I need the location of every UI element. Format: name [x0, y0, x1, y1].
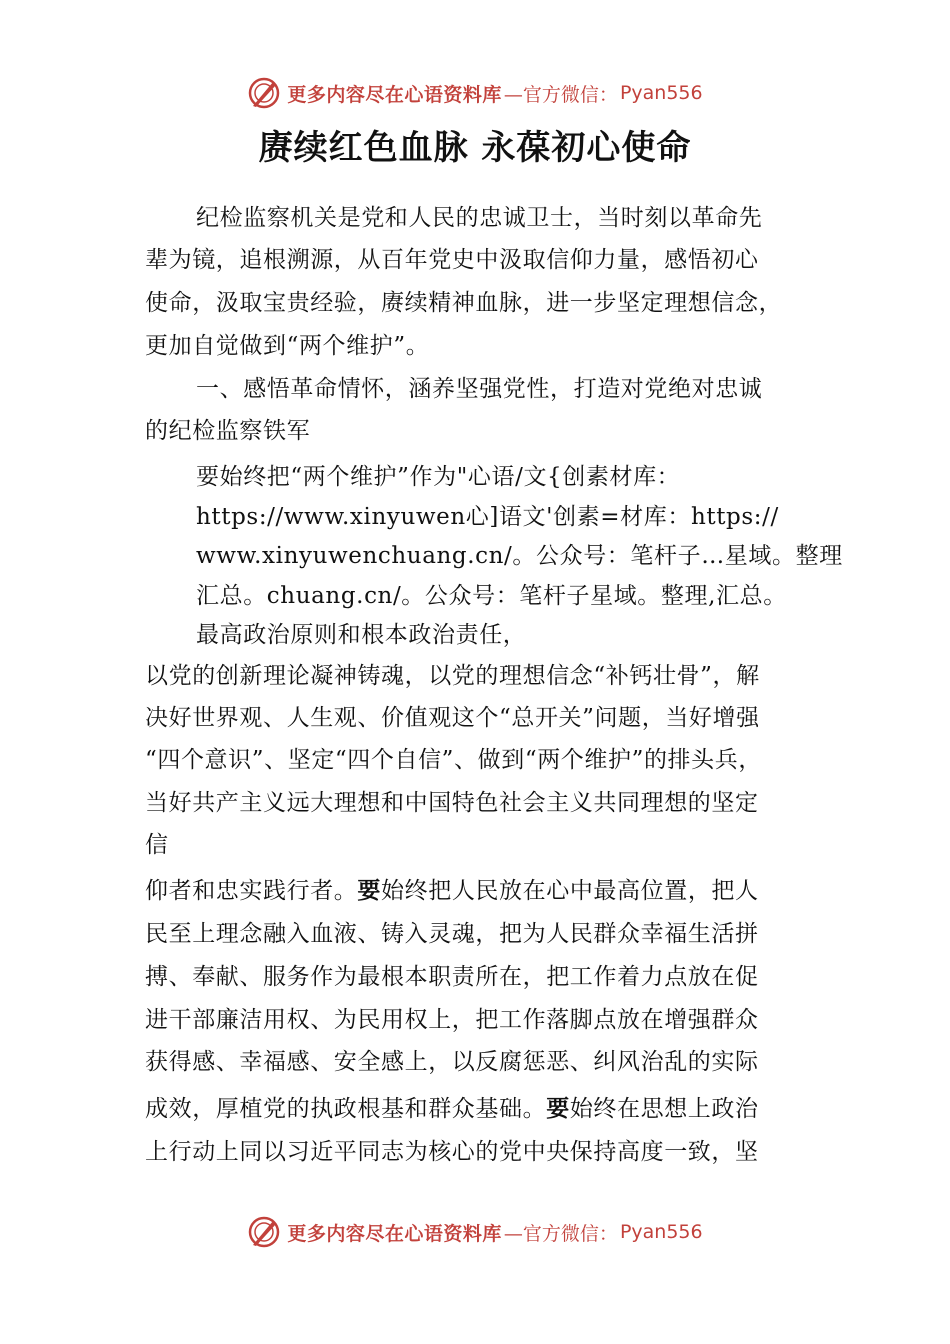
body-line: 汇总。chuang.cn/。公众号：笔杆子星域。整理,汇总。 [196, 583, 787, 609]
watermark-main-text: 更多内容尽在心语资料库 [287, 1222, 502, 1245]
body-line: “四个意识”、坚定“四个自信”、做到“两个维护”的排头兵， [145, 747, 762, 773]
body-text: 始终在思想上政治 [569, 1096, 759, 1122]
emphasis-text: 要 [357, 878, 382, 904]
watermark-id-text: Pyan556 [619, 1221, 703, 1243]
body-line: 纪检监察机关是党和人民的忠诚卫士，当时刻以革命先 [196, 205, 763, 231]
emphasis-text: 要 [546, 1096, 570, 1122]
body-line: 获得感、幸福感、安全感上，以反腐惩恶、纠风治乱的实际 [145, 1049, 759, 1075]
watermark-header [0, 73, 950, 113]
watermark-id-text: Pyan556 [619, 82, 703, 104]
body-line: 当好共产主义远大理想和中国特色社会主义共同理想的坚定 [145, 790, 759, 816]
body-line: 决好世界观、人生观、价值观这个“总开关”问题，当好增强 [145, 705, 760, 731]
body-line: 使命，汲取宝贵经验，赓续精神血脉，进一步坚定理想信念， [145, 290, 783, 316]
body-text: 仰者和忠实践行者。 [145, 878, 358, 904]
body-line: 进干部廉洁用权、为民用权上，把工作落脚点放在增强群众 [145, 1007, 759, 1033]
body-line: 辈为镜，追根溯源，从百年党史中汲取信仰力量，感悟初心 [145, 247, 759, 273]
body-line: 上行动上同以习近平同志为核心的党中央保持高度一致，坚 [145, 1139, 759, 1165]
section-heading-line: 一、感悟革命情怀，涵养坚强党性，打造对党绝对忠诚 [196, 376, 763, 402]
watermark-footer [0, 1212, 950, 1252]
body-line: 更加自觉做到“两个维护”。 [145, 333, 430, 359]
body-line [145, 876, 759, 906]
body-line: 搏、奉献、服务作为最根本职责所在，把工作着力点放在促 [145, 964, 759, 990]
watermark-sub-text: —官方微信： [503, 83, 618, 106]
watermark-sub-text: —官方微信： [503, 1222, 618, 1245]
body-line: 要始终把“两个维护”作为"心语/文{创素材库： [196, 464, 681, 490]
body-line: 信 [145, 832, 169, 858]
body-line: https://www.xinyuwen心]语文'创素=材库：https:// [196, 504, 779, 530]
body-line: 以党的创新理论凝神铸魂，以党的理想信念“补钙壮骨”，解 [145, 663, 760, 689]
body-text: 成效，厚植党的执政根基和群众基础。 [145, 1096, 547, 1122]
document-title: 赓续红色血脉 永葆初心使命 [258, 128, 692, 168]
body-line: 民至上理念融入血液、铸入灵魂，把为人民群众幸福生活拼 [145, 921, 759, 947]
body-line: www.xinyuwenchuang.cn/。公众号：笔杆子…星域。整理 [196, 543, 843, 569]
quill-logo-icon [247, 76, 281, 110]
section-heading-line: 的纪检监察铁军 [145, 418, 311, 444]
body-line [145, 1094, 759, 1124]
body-line: 最高政治原则和根本政治责任， [196, 622, 527, 648]
body-text: 始终把人民放在心中最高位置，把人 [381, 878, 759, 904]
quill-logo-icon [247, 1215, 281, 1249]
watermark-main-text: 更多内容尽在心语资料库 [287, 83, 502, 106]
